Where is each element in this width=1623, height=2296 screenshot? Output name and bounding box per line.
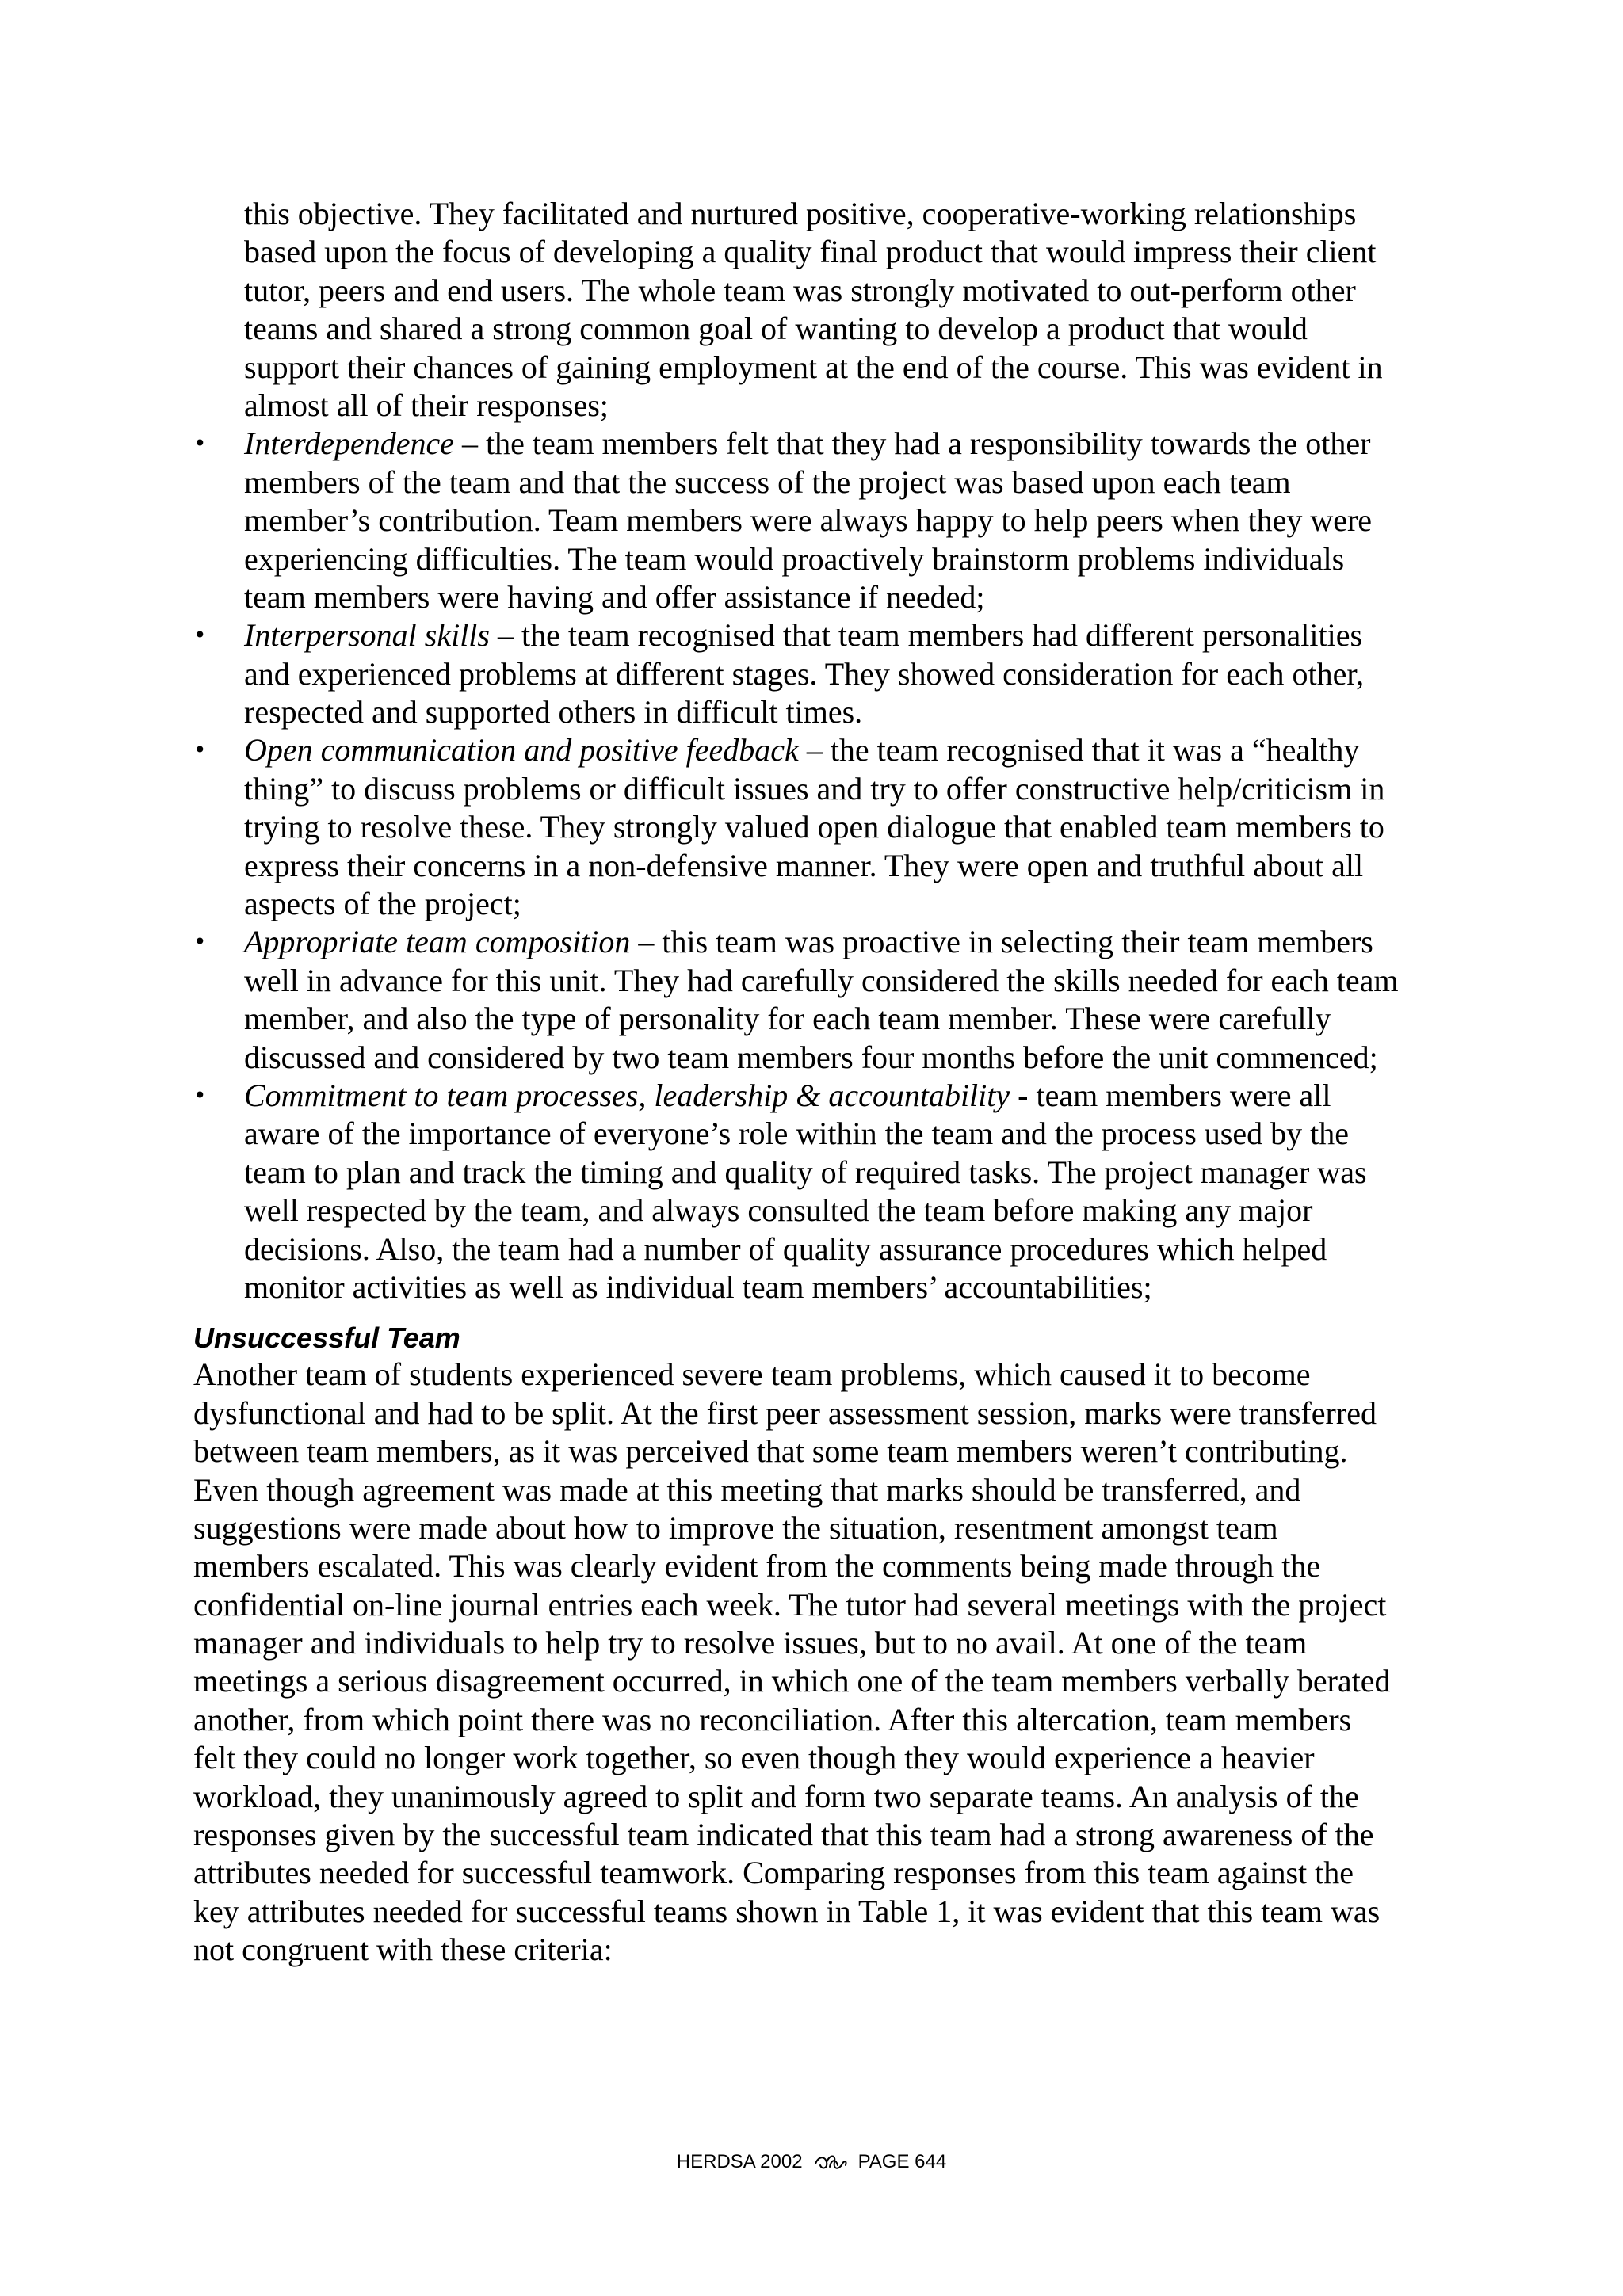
bullet-icon: • [193,430,207,457]
text-line: members of the team and that the success of the project was based upon each team [244,463,1291,500]
attribute-term: Appropriate team composition [244,924,631,960]
text-line: member, and also the type of personality for each team member. These were carefully [244,1001,1331,1037]
text-line: Even though agreement was made at this meeting that marks should be transferred, and [193,1471,1301,1508]
text-line: another, from which point there was no reconciliation. After this altercation, team members [193,1701,1352,1737]
text-line: responses given by the successful team indicated that this team had a strong awareness of the [193,1817,1374,1853]
footer-page-number: PAGE 644 [857,2151,947,2172]
attribute-description: - team members were all [1010,1077,1331,1113]
text-line: aspects of the project; [244,886,521,922]
text-line: tutor, peers and end users. The whole team was strongly motivated to out-perform other [244,272,1356,308]
text-line: meetings a serious disagreement occurred, in which one of the team members verbally berated [193,1663,1391,1699]
text-line: manager and individuals to help try to resolve issues, but to no avail. At one of the team [193,1625,1308,1661]
attribute-description: – the team members felt that they had a responsibility towards the other [454,425,1371,462]
text-line: decisions. Also, the team had a number of quality assurance procedures which helped [244,1230,1327,1267]
attribute-term: Open communication and positive feedback [244,732,799,769]
list-item [193,923,1445,1077]
text-line: Another team of students experienced severe team problems, which caused it to become [193,1356,1311,1393]
attribute-term: Interpersonal skills [244,617,490,654]
attribute-term: Commitment to team processes, leadership & accountability [244,1077,1010,1113]
text-line: suggestions were made about how to improve the situation, resentment amongst team [193,1509,1278,1546]
text-line: member’s contribution. Team members were always happy to help peers when they were [244,502,1373,539]
text-line: workload, they unanimously agreed to split and form two separate teams. An analysis of the [193,1778,1359,1814]
text-line: attributes needed for successful teamwork. Comparing responses from this team against the [193,1855,1354,1891]
text-line: between team members, as it was perceived that some team members weren’t contributing. [193,1433,1348,1470]
bullet-icon: • [193,929,207,955]
text-line: team to plan and track the timing and quality of required tasks. The project manager was [244,1154,1367,1190]
text-line: felt they could no longer work together, so even though they would experience a heavier [193,1740,1315,1776]
text-line: express their concerns in a non-defensive manner. They were open and truthful about all [244,847,1364,883]
section-heading: Unsuccessful Team [193,1322,460,1355]
text-line: this objective. They facilitated and nurtured positive, cooperative-working relationships [244,196,1357,231]
text-line [244,923,1445,961]
text-line: trying to resolve these. They strongly valued open dialogue that enabled team members to [244,809,1384,845]
attribute-term: Interdependence [244,425,455,462]
page-footer [0,2150,1623,2174]
body-text [193,195,1445,1970]
text-line: aware of the importance of everyone’s role within the team and the process used by the [244,1116,1349,1152]
text-line: dysfunctional and had to be split. At the first peer assessment session, marks were transferred [193,1394,1377,1431]
bullet-icon: • [193,1081,207,1108]
bullet-icon: • [193,737,207,764]
attribute-description: – the team recognised that team members had different personalities [489,617,1363,654]
text-line [244,425,1445,463]
list-item [193,731,1445,923]
text-line: almost all of their responses; [244,387,609,423]
text-line: experiencing difficulties. The team would proactively brainstorm problems individuals [244,540,1345,577]
bullet-icon: • [193,622,207,649]
text-line: respected and supported others in difficult times. [244,694,863,730]
text-line: not congruent with these criteria: [193,1932,613,1968]
text-line [244,616,1445,654]
text-line: key attributes needed for successful teams shown in Table 1, it was evident that this team was [193,1893,1381,1929]
text-line: and experienced problems at different stages. They showed consideration for each other, [244,655,1365,692]
text-line: well in advance for this unit. They had carefully considered the skills needed for each team [244,962,1399,998]
continued-bullet-paragraph [193,195,1445,425]
text-line: discussed and considered by two team members four months before the unit commenced; [244,1039,1378,1075]
text-line: thing” to discuss problems or difficult issues and try to offer constructive help/criticism in [244,770,1385,807]
text-line: confidential on-line journal entries each week. The tutor had several meetings with the project [193,1586,1387,1623]
list-item [193,616,1445,731]
text-line: team members were having and offer assistance if needed; [244,578,985,615]
flourish-ornament-icon [812,2153,849,2173]
text-line: teams and shared a strong common goal of wanting to develop a product that would [244,311,1308,347]
text-line: based upon the focus of developing a quality final product that would impress their client [244,234,1377,270]
text-line: support their chances of gaining employment at the end of the course. This was evident in [244,349,1383,385]
text-line: monitor activities as well as individual team members’ accountabilities; [244,1268,1152,1305]
text-line [244,1077,1445,1115]
footer-conference: HERDSA 2002 [676,2151,803,2172]
text-line [244,731,1445,769]
text-line: well respected by the team, and always consulted the team before making any major [244,1192,1313,1229]
list-item [193,1077,1445,1306]
attribute-description: – this team was proactive in selecting their team members [630,924,1373,960]
text-line: members escalated. This was clearly evident from the comments being made through the [193,1548,1321,1585]
team-attributes-list [193,425,1445,1306]
list-item [193,425,1445,616]
unsuccessful-team-paragraph [193,1356,1445,1969]
attribute-description: – the team recognised that it was a “healthy [798,732,1360,769]
